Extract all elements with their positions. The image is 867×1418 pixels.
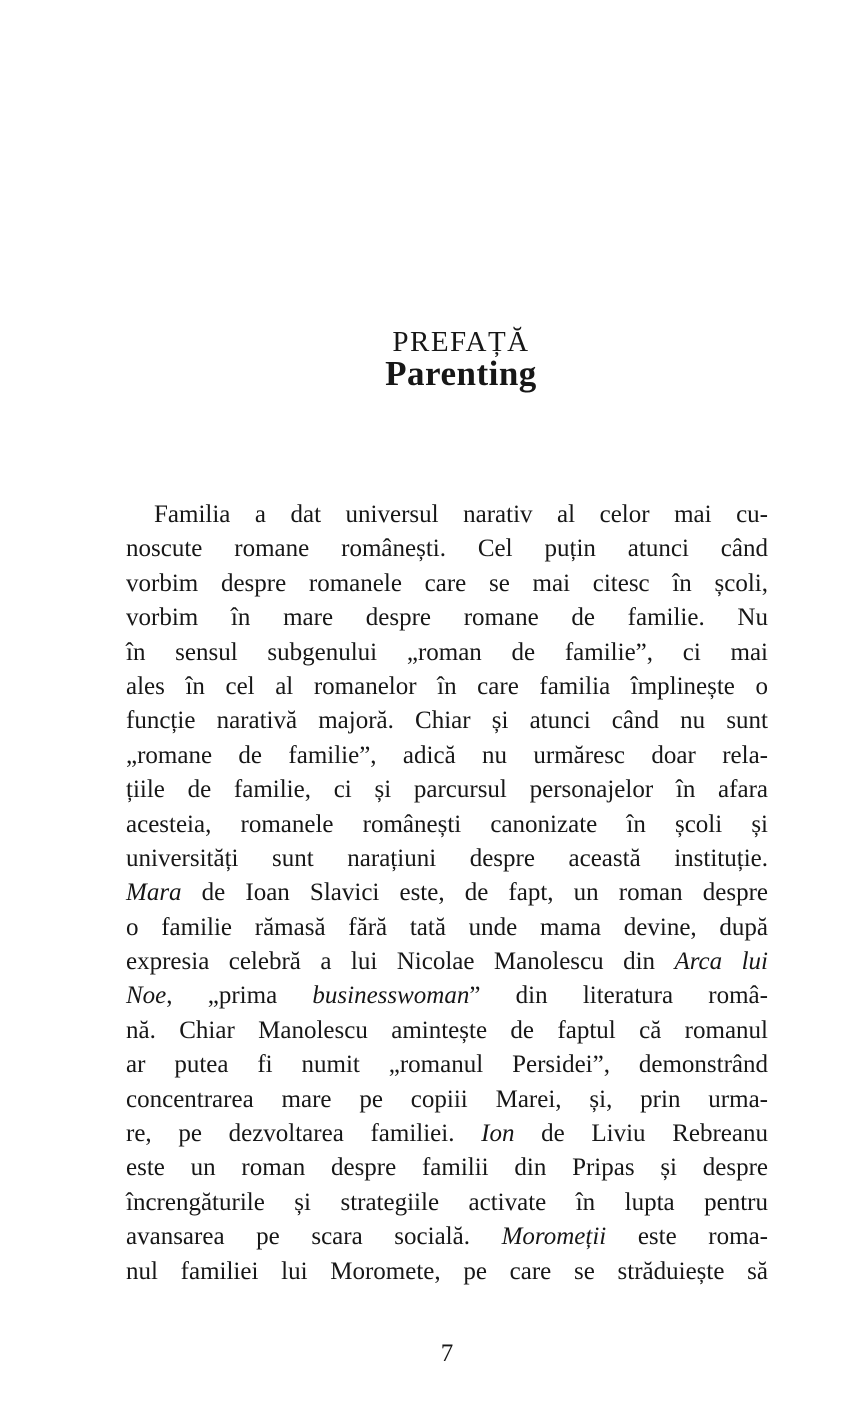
text-segment: ar putea fi numit „romanul Persidei”, demonstrând [126, 1051, 768, 1079]
text-segment: țiile de familie, ci și parcursul personajelor în afara [126, 776, 768, 804]
text-line [126, 670, 768, 704]
text-line [126, 1117, 768, 1151]
text-line [126, 532, 768, 566]
text-segment: Familia a dat universul narativ al celor mai cu- [154, 501, 768, 528]
text-segment: nul familiei lui Moromete, pe care se străduiește să [126, 1257, 768, 1285]
text-segment: o familie rămasă fără tată unde mama devine, după [126, 913, 768, 941]
text-line [126, 1014, 768, 1048]
text-line [126, 1220, 768, 1254]
text-segment: expresia celebră a lui Nicolae Manolescu din [126, 948, 675, 976]
text-line [126, 1151, 768, 1185]
text-segment: încrengăturile și strategiile activate în lupta pentru [126, 1188, 768, 1216]
text-segment: este un roman despre familii din Pripas și despre [126, 1154, 768, 1182]
text-line [126, 704, 768, 738]
chapter-title: Parenting [385, 354, 537, 393]
text-segment: nă. Chiar Manolescu amintește de faptul că romanul [126, 1016, 768, 1044]
text-segment: noscute romane românești. Cel puțin atunci când [126, 535, 768, 563]
text-line [126, 498, 768, 532]
text-line [126, 842, 768, 876]
text-line [126, 876, 768, 910]
italic-text-segment: Arca lui [674, 948, 768, 976]
text-line [126, 1048, 768, 1082]
text-line [126, 739, 768, 773]
text-line [126, 808, 768, 842]
text-segment: „romane de familie”, adică nu urmăresc doar rela- [126, 741, 768, 769]
chapter-kicker: PREFAȚĂ [392, 326, 530, 358]
text-line [126, 1255, 768, 1289]
text-segment: vorbim despre romanele care se mai citesc în școli, [126, 569, 768, 597]
text-segment: acesteia, romanele românești canonizate în școli și [126, 810, 768, 838]
text-segment: este roma- [606, 1223, 769, 1251]
italic-text-segment: Noe [126, 982, 167, 1010]
text-line [126, 773, 768, 807]
text-segment: universități sunt narațiuni despre această instituție. [126, 844, 768, 872]
page-number: 7 [440, 1340, 454, 1367]
text-line [126, 1186, 768, 1220]
text-segment: ales în cel al romanelor în care familia împlinește o [126, 672, 768, 700]
text-segment: ” din literatura româ- [469, 982, 768, 1010]
italic-text-segment: Moromeții [501, 1223, 607, 1251]
text-line [126, 601, 768, 635]
text-line [126, 911, 768, 945]
text-segment: vorbim în mare despre romane de familie. Nu [126, 604, 768, 632]
text-segment: funcție narativă majoră. Chiar și atunci când nu sunt [126, 707, 768, 735]
text-segment: re, pe dezvoltarea familiei. [126, 1120, 482, 1148]
italic-text-segment: Mara [126, 879, 182, 907]
body-text [126, 498, 768, 1289]
text-segment: avansarea pe scara socială. [126, 1223, 502, 1251]
text-segment: , „prima [166, 982, 313, 1010]
text-segment: de Liviu Rebreanu [514, 1120, 768, 1148]
text-segment: în sensul subgenului „roman de familie”, ci mai [126, 638, 768, 666]
text-line [126, 979, 768, 1013]
italic-text-segment: businesswoman [312, 982, 470, 1010]
text-line [126, 567, 768, 601]
text-line [126, 945, 768, 979]
text-line [126, 1083, 768, 1117]
text-segment: de Ioan Slavici este, de fapt, un roman despre [181, 879, 768, 907]
italic-text-segment: Ion [481, 1120, 515, 1148]
text-line [126, 636, 768, 670]
text-segment: concentrarea mare pe copiii Marei, și, prin urma- [126, 1085, 768, 1113]
